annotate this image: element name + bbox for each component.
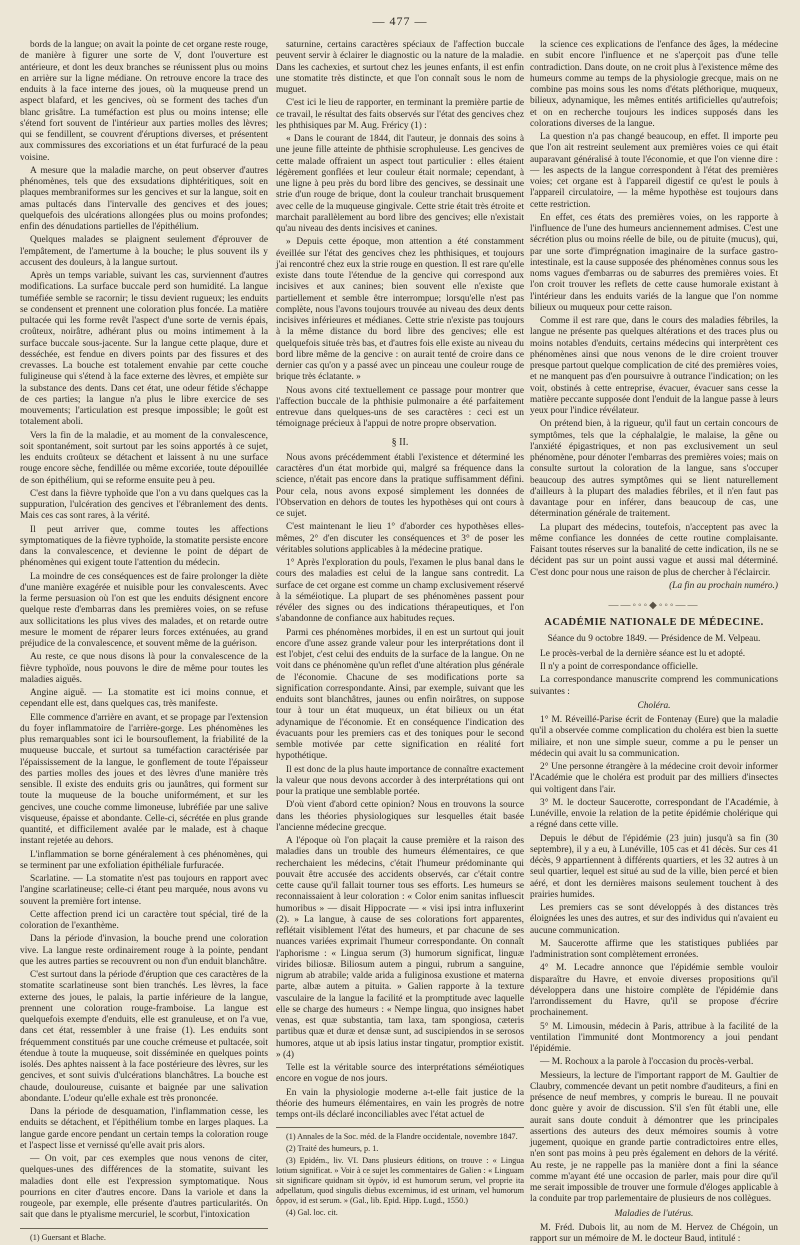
academy-cholera-body <box>530 715 778 1206</box>
paragraph: Le procès-verbal de la dernière séance est lu et adopté. <box>540 648 746 659</box>
paragraph: A l'époque où l'on plaçait la cause première et la raison des maladies dans un trouble des humeurs élémentaires, ce que recherchaient les médecins, c'était l'humeur prédominante qui pouvait être accusée des accidents observés, car c'était contre cette cause qu'il fallait tourner tous ses efforts. Les humeurs se reconnaissaient à leur coloration : « Color enim sanitas influescit humoribus » — disait Hippocrate — « visi ipsi intra influxerint (2). » La langue, à cause de ses colorations fort apparentes, reflétait visiblement l'état des humeurs, et par chacune de ses nuances variées exprimait l'humeur correspondante. On connaît l'aphorisme : « Lingua serum (3) humorum significat, linguæ virides biliosæ. Biliosum autem a pingui, rubrum a sanguine, nigrum ab atrabile; valde arida a fuliginosa exustione et materna parte, albæ autem a pituita. » Galien rapporte à la texture vasculaire de la langue la facilité et la promptitude avec laquelle elle se charge des humeurs : « Nempe lingua, quo insignes habet venas, est quæ substantia, tam laxa, tam spongiosa, cæteris partibus quæ et duræ et densæ sunt, ad suscipiendos in se serosos humores, atque ut ab ipsis latius instar tingatur, promptior existit. » (4) <box>276 836 524 1060</box>
seance-line: Séance du 9 octobre 1849. — Présidence de M. Velpeau. <box>547 633 761 644</box>
paragraph: La plupart des médecins, toutefois, n'acceptent pas avec la même confiance les données de cette routine complaisante. Faisant toutes réserves sur la banalité de cette indication, ils ne se décident pas sur un point aussi vague et aussi mal déterminé. C'est donc pour nous une raison de plus de chercher à l'éclaircir. <box>530 522 778 578</box>
paragraph: Angine aiguë. — La stomatite est ici moins connue, et cependant elle est, dans quelques cas, très manifeste. <box>20 688 268 710</box>
paragraph: A mesure que la maladie marche, on peut observer d'autres phénomènes, tels que des exsudations diphtéritiques, soit en plaques membraniformes sur les gencives et sur la langue, soit en amas pultacés dans l'intervalle des gencives et des joues; quelquefois des ulcérations allongées plus ou moins profondes; enfin des dénudations partielles de l'épithélium. <box>20 165 268 232</box>
footnotes <box>276 1132 524 1218</box>
paragraph: Vers la fin de la maladie, et au moment de la convalescence, soit spontanément, soit surtout par les soins apportés à ce sujet, les enduits croûteux se détachent et laissent à nu une surface rouge encore sèche, fendillée ou même excoriée, toute dépouillée de son épithélium, qui se reforme ensuite peu à peu. <box>20 430 268 486</box>
paragraph: Elle commence d'arrière en avant, et se propage par l'extension du foyer inflammatoire de l'arrière-gorge. Les phénomènes les plus remarquables sont ici le boursouflement, la friabilité de la muqueuse buccale, et surtout sa tuméfaction caractérisée par l'épaississement de la langue, le gonflement de toute l'épaisseur des parties molles des joues et des lèvres d'une manière très sensible. Il existe des enduits gris ou jaunâtres, qui forment sur toute la muqueuse de la bouche uniformément, et sur les gencives, une couche comme limoneuse, lubréfiée par une salive visqueuse, épaisse et abondante. Celle-ci, sécrétée en plus grande quantité, et difficilement avalée par le malade, est à chaque instant rejetée au dehors. <box>20 712 268 847</box>
paragraph: Dans la période d'invasion, la bouche prend une coloration vive. La langue reste ordinairement rouge à la pointe, pendant que les autres parties se recouvrent ou non d'un enduit blanchâtre. <box>20 934 268 967</box>
paragraph: Il est donc de la plus haute importance de connaître exactement la valeur que nous devons accorder à des interprétations qui ont pour la pratique une semblable portée. <box>276 764 524 797</box>
paragraph: D'où vient d'abord cette opinion? Nous en trouvons la source dans les théories physiologiques sur lesquelles était basée l'ancienne médecine grecque. <box>276 800 524 833</box>
paragraph: Il n'y a point de correspondance officielle. <box>540 662 698 672</box>
paragraph: Messieurs, la lecture de l'important rapport de M. Gaultier de Claubry, commencée devant un petit nombre d'auditeurs, a fini en présence de neuf membres, y compris le bureau. Il ne pouvait donc guère y avoir de discussion. S'il s'en fût établi une, elle aurait sans doute conduit à démontrer que les principales assertions des auteurs des deux mémoires soumis à votre jugement, quoique en grande partie contradictoires entre elles, n'en sont pas moins à peu près également en dehors de la vérité. Au reste, je ne rappelle pas la manière dont a fini la séance comme m'ayant été une occasion de parler, mais pour dire qu'il me serait impossible de trouver une formule d'éloges applicable à la conduite par trop parlementaire de plusieurs de nos collègues. <box>530 1070 778 1205</box>
paragraph: (3) Epidém., liv. VI. Dans plusieurs éditions, on trouve : « Lingua lotium significat. » Voir à ce sujet les commentaires de Galien : « Linguam sit significare quidnam sit ὑγρόν, id est humorum serum, vel proprie ita adpellatum, quod singulis diebus excernimus, id est urinam, vel humorum ὄρρον, id est serum. » (Gal., lib. Epid. Hipp. Lugd., 1550.) <box>276 1156 524 1206</box>
paragraph: Après un temps variable, suivant les cas, surviennent d'autres modifications. La surface buccale perd son humidité. La langue tuméfiée semble se racornir; le tissu devient rugueux; les enduits se condensent et prennent une coloration plus foncée. La matière pultacée qui les forme revêt l'aspect d'une sorte de vernis épais, croûteux, noirâtre, adhérant plus ou moins intimement à la surface buccale sous-jacente. Sur la langue cette plaque, dure et desséchée, est fendue en divers points par des fissures et des crevasses. La bouche est totalement envahie par cette couche fuligineuse qui s'étend à la face externe des lèvres, et empiète sur la substance des dents. Dans cet état, une odeur fétide s'échappe de ces parties; la langue n'a plus le libre exercice de ses mouvements; l'articulation est presque impossible; le goût est totalement aboli. <box>20 271 268 428</box>
column-left <box>20 40 268 1242</box>
column-middle-body-b <box>276 453 524 1122</box>
paragraph: La correspondance manuscrite comprend les communications suivantes : <box>530 675 778 697</box>
paragraph: 3° M. le docteur Saucerotte, correspondant de l'Académie, à Lunéville, envoie la relation de la petite épidémie cholérique qui a régné dans cette ville. <box>530 797 778 831</box>
paragraph: Parmi ces phénomènes morbides, il en est un surtout qui jouit encore d'une assez grande valeur pour les interprétations dont il est l'objet, c'est celui des enduits de la surface de la langue. On ne voit dans ce phénomène qu'un reflet d'une altération plus générale de l'économie. Chacune de ses modifications porte sa signification correspondante. Ainsi, par exemple, suivant que les enduits sont blanchâtres, jaunes ou enfin noirâtres, on suppose tour à tour un état muqueux, un état bilieux ou un état adynamique de l'économie. Et en conséquence l'indication des évacuants pour les premiers cas et des toniques pour le second semble motivée par cette signification en réalité fort hypothétique. <box>276 627 524 762</box>
column-left-body <box>20 40 268 1222</box>
academy-uterus-body <box>530 1223 778 1245</box>
paragraph: Cette affection prend ici un caractère tout spécial, tiré de la coloration de l'exanthème. <box>20 909 268 931</box>
paragraph: En vain la physiologie moderne a-t-elle fait justice de la théorie des humeurs élémentaires, en vain les progrès de notre temps ont-ils déclaré inconciliables avec l'état actuel de <box>276 1087 524 1120</box>
ornament-divider: ——◦◦◦◆◦◦◦—— <box>608 600 700 611</box>
section-heading: § II. <box>391 436 409 448</box>
paragraph: Depuis le début de l'épidémie (23 juin) jusqu'à sa fin (30 septembre), il y a eu, à Lunéville, 105 cas et 41 décès. Sur ces 41 décès, 9 appartiennent à différents quartiers, et les 32 autres à un seul quartier, lequel est situé au sud de la ville, bien percé et bien aéré, et dont les dernières maisons seulement touchent à des prairies humides. <box>530 833 778 900</box>
paragraph: Scarlatine. — La stomatite n'est pas toujours en rapport avec l'angine scarlatineuse; celle-ci étant peu marquée, nous avons vu souvent la première fort intense. <box>20 874 268 907</box>
paragraph: (4) Gal. loc. cit. <box>286 1208 338 1218</box>
paragraph: M. Fréd. Dubois lit, au nom de M. Hervez de Chégoin, un rapport sur un mémoire de M. le docteur Baud, intitulé : <box>530 1222 778 1244</box>
paragraph: Quelques malades se plaignent seulement d'éprouver de l'empâtement, de l'amertume à la bouche; le plus souvent ils y accusent des douleurs, à la langue surtout. <box>20 235 268 268</box>
paragraph: En effet, ces états des premières voies, on les rapporte à l'influence de l'une des humeurs anciennement admises. C'est une sécrétion plus ou moins réelle de bile, ou de pituite (mucus), qui, par une sorte d'imprégnation imaginaire de la surface gastro-intestinale, est la cause supposée des phénomènes connus sous les noms vagues d'embarras ou de saburres des premières voies. Et l'on croit trouver les reflets de cette cause humorale existant à l'intérieur dans les enduits variés de la langue que l'on nomme bilieux ou muqueux pour cette raison. <box>530 212 778 313</box>
paragraph: On prétend bien, à la rigueur, qu'il faut un certain concours de symptômes, tels que la céphalalgie, le malaise, la gêne ou l'anxiété épigastriques, et non pas exclusivement un seul phénomène, pour dénoter l'embarras des premières voies; mais on consulte surtout la coloration de la langue, sans s'occuper beaucoup des autres symptômes qui se lient naturellement d'ailleurs à la plupart des maladies fébriles, et il n'en faut pas davantage pour en inférer, dans beaucoup de cas, une détermination générale de traitement. <box>530 419 778 520</box>
paragraph: 2° Une personne étrangère à la médecine croit devoir informer l'Académie que le choléra est produit par des milliers d'insectes qui voltigent dans l'air. <box>530 762 778 795</box>
paragraph: 4° M. Lecadre annonce que l'épidémie semble vouloir disparaître du Havre, et envoie diverses propositions qu'il développera dans une histoire complète de l'épidémie dans l'arrondissement du Havre, qu'il se propose d'écrire prochainement. <box>530 963 778 1019</box>
subheading-cholera: Choléra. <box>637 700 671 711</box>
paragraph: « Dans le courant de 1844, dit l'auteur, je donnais des soins à une jeune fille atteinte de phthisie scrophuleuse. Les gencives de cette malade offraient un aspect tout particulier : elles étaient légèrement gonflées et leur couleur était normale; cependant, à une ligne à peu près du bord libre des gencives, se dessinait une strie d'un rouge de brique, dont la couleur tranchait brusquement avec celle de la muqueuse gingivale. Cette strie était très étroite et marchait parallèlement au bord libre des gencives; elle n'existait qu'au niveau des dents incisives et canines. <box>276 134 524 234</box>
paragraph: C'est ici le lieu de rapporter, en terminant la première partie de ce travail, le résultat des faits observés sur l'état des gencives chez les phthisiques par M. Aug. Fréricy (1) : <box>276 98 524 131</box>
paragraph: 1° M. Réveillé-Parise écrit de Fontenay (Eure) que la maladie qu'il a observée comme complication du choléra est bien la suette miliaire, et non une simple sueur, comme a pu le penser un médecin qui avait lu sa communication. <box>530 715 778 759</box>
paragraph: Dans la période de desquamation, l'inflammation cesse, les enduits se détachent, et l'épithélium tombe en larges plaques. La langue garde encore pendant un certain temps la coloration rouge et l'aspect lisse et vernissé qu'elle avait pris alors. <box>20 1107 268 1151</box>
footnote: (1) Guersant et Blache. <box>30 1232 106 1242</box>
paragraph: saturnine, certains caractères spéciaux de l'affection buccale peuvent servir à éclairer le diagnostic ou la nature de la maladie. Dans les cachexies, et surtout chez les jeunes enfants, il est enfin une stomatite très distincte, et que l'on connaît sous le nom de muguet. <box>276 40 524 95</box>
paragraph: Nous avons précédemment établi l'existence et déterminé les caractères d'un état morbide qui, malgré sa fréquence dans la science, n'était pas encore dans la pratique suffisamment défini. Pour cela, nous avons exposé simplement les données de l'Observation en dehors de toutes les hypothèses qui ont cours à ce sujet. <box>276 452 524 519</box>
column-middle-body-a <box>276 40 524 431</box>
column-right-body <box>530 40 778 579</box>
paragraph: La question n'a pas changé beaucoup, en effet. Il importe peu que l'on ait restreint seulement aux premières voies ce qui était auparavant généralisé à toute l'économie, et que l'on vienne dire : — les aspects de la langue correspondent à l'état des premières voies; cet organe est à l'appareil digestif ce qu'est le pouls à l'appareil circulatoire, — la même hypothèse est toujours dans cette restriction. <box>530 132 778 210</box>
continuation-note: (La fin au prochain numéro.) <box>669 580 778 591</box>
column-right <box>530 40 778 1244</box>
paragraph: — On voit, par ces exemples que nous venons de citer, quelques-unes des différences de la stomatite, suivant les maladies dont elle est l'expression symptomatique. Nous pourrions en citer d'autres encore. Dans la variole et dans la rougeole, par exemple, elle présente d'autres particularités. On sait que dans le ptyalisme mercuriel, le scorbut, l'intoxication <box>20 1154 268 1221</box>
academy-intro <box>530 649 778 698</box>
paragraph: (2) Traité des humeurs, p. 1. <box>286 1144 379 1154</box>
subheading-uterus: Maladies de l'utérus. <box>614 1208 694 1219</box>
page-number: — 477 — <box>372 14 428 28</box>
paragraph: Il peut arriver que, comme toutes les affections symptomatiques de la fièvre typhoïde, la stomatite persiste encore dans la convalescence, et devienne le point de départ de phénomènes qui exigent toute l'attention du médecin. <box>20 524 268 569</box>
paragraph: Les premiers cas se sont développés à des distances très éloignées les unes des autres, et sur des individus qui n'avaient eu aucune communication. <box>530 903 778 936</box>
paragraph: M. Saucerotte affirme que les statistiques publiées par l'administration sont complètement erronées. <box>530 938 778 960</box>
paragraph: Nous avons cité textuellement ce passage pour montrer que l'affection buccale de la phthisie pulmonaire a été parfaitement entrevue dans quelques-uns de ses caractères : ceci est un témoignage précieux à l'appui de notre propre observation. <box>276 385 524 430</box>
paragraph: La moindre de ces conséquences est de faire prolonger la diète d'une manière exagérée et nuisible pour les convalescents. Avec la ferme persuasion où l'on est que les enduits désignent encore quelque reste d'embarras dans les premières voies, on se refuse aux sollicitations les plus vives des malades, et on retarde outre mesure le moment de réparer leurs forces exténuées, au grand préjudice de la convalescence, et souvent même de la guérison. <box>20 571 268 649</box>
academy-title: ACADÉMIE NATIONALE DE MÉDECINE. <box>544 617 764 629</box>
paragraph: 1° Après l'exploration du pouls, l'examen le plus banal dans le cours des maladies est celui de la langue sans contredit. La surface de cet organe est comme un champ exclusivement réservé à la séméiotique. La plupart de ses phénomènes passent pour révéler des signes ou des indications thérapeutiques, et l'on s'abandonne de confiance aux habitudes reçues. <box>276 558 524 625</box>
paragraph: Au reste, ce que nous disons là pour la convalescence de la fièvre typhoïde, nous pouvons le dire de même pour toutes les maladies aiguës. <box>20 652 268 685</box>
paragraph: Comme il est rare que, dans le cours des maladies fébriles, la langue ne présente pas quelques altérations et des traces plus ou moins notables d'enduits, certains médecins qui interprètent ces phénomènes ainsi que nous venons de le dire croient trouver presque partout quelque complication de cité des premières voies, et ne manquent pas d'en poursuivre à outrance l'indication; on les voit, obstinés à cette entreprise, évacuer, évacuer sans cesse la matière peccante supposée dont l'enduit de la langue passe à leurs yeux pour l'indice révélateur. <box>530 316 778 416</box>
paragraph: 5° M. Limousin, médecin à Paris, attribue à la facilité de la ventilation l'immunité dont Montmorency a joui pendant l'épidémie. <box>530 1021 778 1054</box>
paragraph: L'inflammation se borne généralement à ces phénomènes, qui se terminent par une exfoliation épithéliale furfuracée. <box>20 849 268 871</box>
paragraph: (1) Annales de la Soc. méd. de la Flandre occidentale, novembre 1847. <box>286 1132 518 1142</box>
paragraph: C'est maintenant le lieu 1° d'aborder ces hypothèses elles-mêmes, 2° d'en discuter les conséquences et 3° de poser les véritables solutions applicables à la médecine pratique. <box>276 522 524 555</box>
paragraph: la science ces explications de l'enfance des âges, la médecine en subit encore l'influence et ne s'aperçoit pas d'une telle contradiction. Dans doute, on ne croit plus à l'existence même des humeurs comme au temps de la physiologie grecque, mais on ne combine pas moins sous les noms d'états pléthorique, muqueux, bilieux, adynamique, les mêmes entités artificielles qu'autrefois; et on en recherche toujours les indices supposés dans les colorations diverses de la langue. <box>530 40 778 129</box>
footnote-separator <box>20 1228 268 1229</box>
paragraph: — M. Rochoux a la parole à l'occasion du procès-verbal. <box>540 1057 754 1068</box>
paragraph: C'est surtout dans la période d'éruption que ces caractères de la stomatite scarlatineuse sont bien tranchés. Les lèvres, la face externe des joues, le palais, la partie inférieure de la langue, prennent une coloration rouge-framboise. La langue est quelquefois exempte d'enduits, elle est granuleuse, et on l'a vue, dans cet état, ressembler à une fraise (1). Les enduits sont fréquemment constitués par une couche crémeuse et pultacée, soit étendue à toute la muqueuse, soit disséminée en quelques points isolés. Des aphtes naissent à la face postérieure des lèvres, sur les gencives, et sont suivis d'ulcérations blanchâtres. La bouche est chaude, douloureuse, cuisante et baignée par une salivation abondante. L'odeur qu'elle exhale est très prononcée. <box>20 970 268 1104</box>
footnote-separator <box>276 1127 524 1128</box>
paragraph: bords de la langue; on avait la pointe de cet organe reste rouge, de manière à figurer une sorte de V, dont l'ouverture est antérieure, et dont les deux branches se réunissent plus ou moins en arrière sur la ligne médiane. On retrouve encore la trace des enduits à la face interne des joues, où la muqueuse prend un aspect blafard, et les gencives, où se forment des taches d'un blanc grisâtre. La tuméfaction est plus ou moins intense; elle s'étend fort souvent de l'intérieur aux parties molles des lèvres; qui se fendillent, se couvrent d'éruptions diverses, et présentent aux commissures des excoriations et un état furfuracé de la peau voisine. <box>20 40 268 163</box>
column-middle <box>276 40 524 1218</box>
paragraph: Telle est la véritable source des interprétations séméiotiques encore en vogue de nos jours. <box>276 1063 524 1085</box>
paragraph: C'est dans la fièvre typhoïde que l'on a vu dans quelques cas la suppuration, l'ulcération des gencives et l'ébranlement des dents. Mais ces cas sont rares, à la vérité. <box>20 488 268 522</box>
paragraph: » Depuis cette époque, mon attention a été constamment éveillée sur l'état des gencives chez les phthisiques, et toujours j'ai rencontré chez eux la strie rouge en question. Il est rare qu'elle existe dans toute l'étendue de la gencive qui correspond aux incisives et aux canines; bien souvent elle n'existe que partiellement et semble être interrompue; lorsqu'elle n'est pas complète, nous l'avons toujours trouvée au niveau des deux dents incisives inférieures et médianes. Cette strie n'existe pas toujours à la même distance du bord libre des gencives; elle est quelquefois située très bas, et d'autres fois elle existe au niveau du bord libre même de la gencive : on aurait tenté de croire dans ce dernier cas qu'on y a passé avec un pinceau une couleur rouge de brique très éclatante. » <box>276 237 524 383</box>
